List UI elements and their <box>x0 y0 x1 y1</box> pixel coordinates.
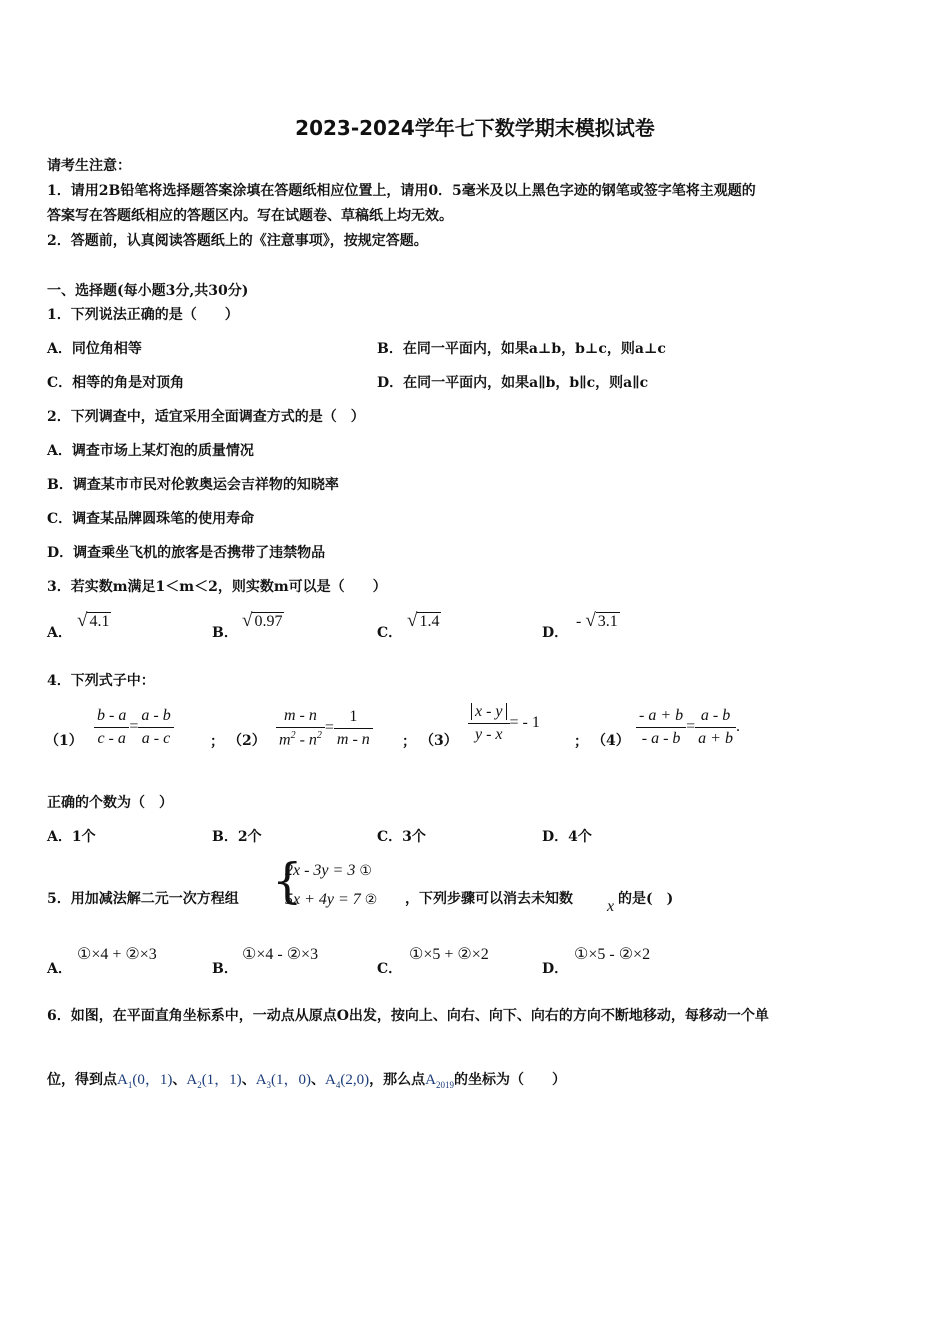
q5-brace-icon: { <box>272 853 303 909</box>
section-heading: 一、选择题(每小题3分,共30分) <box>47 283 249 299</box>
q4-label-1: （1） <box>45 733 83 749</box>
q1-option-c: C．相等的角是对顶角 <box>47 375 185 391</box>
q4-expr-2: $\frac{m - n}{m^2 - n^2}$ = $\frac{1}{m - n}$ <box>276 707 373 749</box>
q4-option-d: D．4个 <box>542 829 592 845</box>
q5-option-d-label: D． <box>542 961 569 977</box>
q5-option-a-value: ①×4 + ②×3 <box>77 946 157 963</box>
q2-stem: 2．下列调查中，适宜采用全面调查方式的是（ ） <box>47 409 365 425</box>
sqrt-sign-icon: √ <box>585 610 596 631</box>
notice-line-2: 2．答题前，认真阅读答题纸上的《注意事项》，按规定答题。 <box>47 233 428 249</box>
q4-option-b: B．2个 <box>212 829 262 845</box>
q5-stem-pre: 5．用加减法解二元一次方程组 <box>47 891 239 907</box>
q4-separator-1: ； <box>210 734 224 750</box>
q6-line-2: 位，得到点$A_1(0$，1)、$A_2(1$，1)、$A_3(1$，0)、$A_4(2,0)$，那么点$A_{2019}$的坐标为（ ） <box>47 1072 566 1090</box>
q4-label-4: （4） <box>592 733 630 749</box>
q2-option-b: B．调查某市市民对伦敦奥运会吉祥物的知晓率 <box>47 477 339 493</box>
q4-ask: 正确的个数为（ ） <box>47 795 173 811</box>
q5-option-a-label: A． <box>47 961 72 977</box>
q4-label-2: （2） <box>228 733 266 749</box>
q5-option-b-label: B． <box>212 961 238 977</box>
point-a3: $A_3(1$，0) <box>255 1072 312 1090</box>
point-a2: $A_2(1$，1) <box>186 1072 242 1090</box>
q6-line-1: 6．如图，在平面直角坐标系中，一动点从原点O出发，按向上、向右、向下、向右的方向不断地移动，每移动一个单 <box>47 1008 769 1024</box>
q3-option-d-value: - √ 3.1 <box>576 610 618 631</box>
q5-option-c-value: ①×5 + ②×2 <box>409 946 489 963</box>
notice-line-1b: 答案写在答题纸相应的答题区内。写在试题卷、草稿纸上均无效。 <box>47 208 453 224</box>
q5-stem-post: ，下列步骤可以消去未知数 <box>405 891 573 907</box>
q1-option-b: B．在同一平面内，如果a⊥b，b⊥c，则a⊥c <box>377 341 666 357</box>
notice-line-1a: 1．请用2B铅笔将选择题答案涂填在答题纸相应位置上，请用0．5毫米及以上黑色字迹的钢笔或签字笔将主观题的 <box>47 183 756 199</box>
q4-option-c: C．3个 <box>377 829 426 845</box>
q3-option-c-label: C． <box>377 625 403 641</box>
page-title: 2023-2024学年七下数学期末模拟试卷 <box>295 116 655 140</box>
q5-equation-2: 5x + 4y = 7 ② <box>285 891 378 908</box>
q4-expr-4: $\frac{- a + b}{- a - b}$ = $\frac{a - b}{a + b}$ . <box>636 707 740 748</box>
point-a2019: $A_{2019}$ <box>425 1072 454 1090</box>
q4-stem: 4．下列式子中： <box>47 673 155 689</box>
sqrt-sign-icon: √ <box>242 610 253 631</box>
q5-option-d-value: ①×5 - ②×2 <box>574 946 651 963</box>
q4-expr-3: $\frac{x - y}{y - x}$ = - 1 <box>468 703 540 744</box>
q1-option-a: A．同位角相等 <box>47 341 142 357</box>
q3-option-d-label: D． <box>542 625 569 641</box>
q1-stem: 1．下列说法正确的是（ ） <box>47 307 239 323</box>
q4-expr-1: $\frac{b - a}{c - a}$ = $\frac{a - b}{a - c}$ <box>94 707 174 748</box>
q3-option-a-value: √ 4.1 <box>77 610 110 631</box>
q3-option-b-value: √ 0.97 <box>242 610 283 631</box>
q3-stem: 3．若实数m满足1＜m＜2，则实数m可以是（ ） <box>47 579 387 595</box>
q2-option-d: D．调查乘坐飞机的旅客是否携带了违禁物品 <box>47 545 326 561</box>
notice-heading: 请考生注意： <box>47 158 131 174</box>
q1-option-d: D．在同一平面内，如果a∥b，b∥c，则a∥c <box>377 375 649 391</box>
q5-option-c-label: C． <box>377 961 403 977</box>
q4-option-a: A．1个 <box>47 829 96 845</box>
point-a1: $A_1(0$，1) <box>117 1072 173 1090</box>
q3-option-b-label: B． <box>212 625 238 641</box>
point-a4: $A_4(2,0)$ <box>325 1072 370 1090</box>
sqrt-sign-icon: √ <box>407 610 418 631</box>
sqrt-sign-icon: √ <box>77 610 88 631</box>
q5-variable: x <box>607 898 615 915</box>
q5-stem-end: 的是( ) <box>618 891 674 907</box>
q4-label-3: （3） <box>420 733 458 749</box>
q4-separator-3: ； <box>574 734 588 750</box>
q3-option-a-label: A． <box>47 625 72 641</box>
q3-option-c-value: √ 1.4 <box>407 610 440 631</box>
q2-option-a: A．调查市场上某灯泡的质量情况 <box>47 443 254 459</box>
q2-option-c: C．调查某品牌圆珠笔的使用寿命 <box>47 511 255 527</box>
q5-option-b-value: ①×4 - ②×3 <box>242 946 319 963</box>
q5-equation-1: 2x - 3y = 3 ① <box>285 862 372 879</box>
q4-separator-2: ； <box>402 734 416 750</box>
